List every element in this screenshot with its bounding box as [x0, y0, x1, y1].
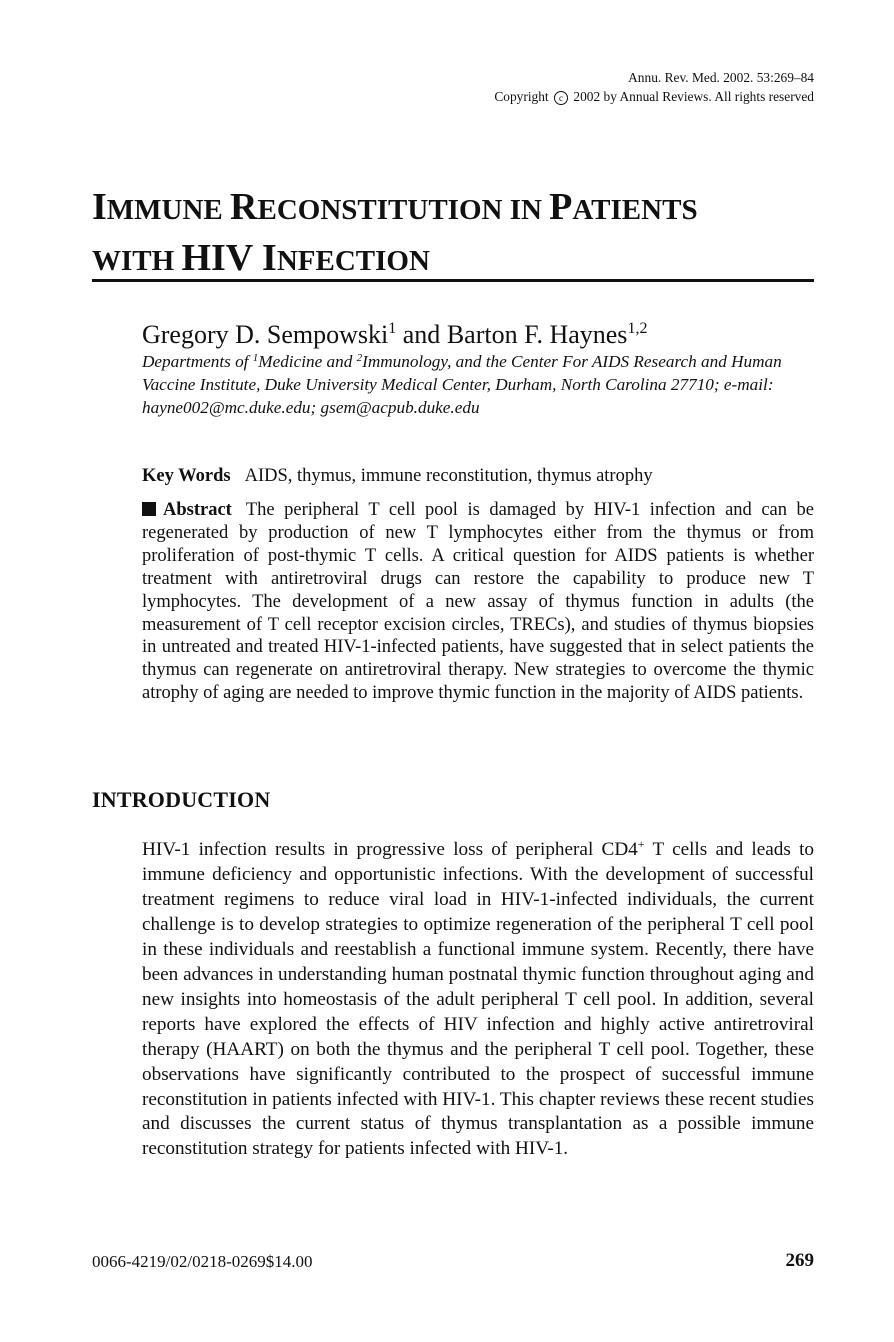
title-rule: [92, 279, 814, 282]
title-initial: R: [230, 186, 258, 228]
title-smallcaps: ECONSTITUTION IN: [257, 194, 550, 226]
footer-code: 0066-4219/02/0218-0269$14.00: [92, 1252, 313, 1271]
author-line: [142, 317, 647, 353]
author-2: Barton F. Haynes: [446, 320, 628, 349]
citation-line: Annu. Rev. Med. 2002. 53:269–84: [628, 70, 814, 85]
author-joiner: and: [396, 320, 447, 349]
title-smallcaps: ATIENTS: [572, 194, 698, 226]
affiliation-text: Medicine and: [258, 352, 357, 371]
introduction-paragraph: [142, 838, 814, 1162]
page-number: 269: [785, 1250, 814, 1271]
author-1: Gregory D. Sempowski: [142, 320, 389, 349]
author-1-affil: 1: [388, 320, 397, 337]
affiliation: [142, 351, 814, 419]
affiliation-text: Departments of: [142, 352, 253, 371]
affiliation-text: Immunology, and the Center For AIDS Research and Human Vaccine Institute, Duke University Medical Center, Durham, North Carolina 27710; e-mail: hayne002@mc.duke.edu; gsem@acpub.duke.edu: [142, 352, 782, 417]
keywords-text: AIDS, thymus, immune reconstitution, thymus atrophy: [244, 466, 653, 486]
title-initial: P: [549, 186, 573, 228]
copyright-line: [494, 88, 814, 107]
title-smallcaps: WITH: [92, 245, 182, 277]
abstract: [142, 499, 814, 705]
intro-text: HIV-1 infection results in progressive loss of peripheral CD4: [142, 839, 638, 860]
title-smallcaps: MMUNE: [106, 194, 231, 226]
keywords: [142, 464, 653, 488]
copyright-prefix: Copyright: [494, 88, 549, 104]
title-line-2: [92, 234, 814, 285]
affiliation-sup: 2: [356, 352, 363, 364]
title-initial: HIV I: [181, 237, 277, 279]
article-title: [92, 183, 814, 285]
section-heading: INTRODUCTION: [92, 787, 271, 812]
title-smallcaps: NFECTION: [276, 245, 430, 277]
square-bullet-icon: [142, 502, 156, 516]
title-initial: I: [92, 186, 107, 228]
affiliation-sup: 1: [252, 352, 259, 364]
copyright-symbol-icon: c: [554, 91, 568, 105]
intro-sup: +: [637, 837, 645, 851]
abstract-text: The peripheral T cell pool is damaged by HIV-1 infection and can be regenerated by production of new T lymphocytes either from the thymus or from proliferation of post-thymic T cells. A critical question for AIDS patients is whether treatment with antiretroviral drugs can restore the capability to produce new T lymphocytes. The development of a new assay of thymus function in adults (the measurement of T cell receptor excision circles, TRECs), and studies of thymus biopsies in untreated and treated HIV-1-infected patients, have suggested that in select patients the thymus can regenerate on antiretroviral therapy. New strategies to overcome the thymic atrophy of aging are needed to improve thymic function in the majority of AIDS patients.: [142, 500, 814, 704]
abstract-label: Abstract: [163, 500, 232, 520]
author-2-affil: 1,2: [627, 320, 648, 337]
intro-text: T cells and leads to immune deficiency and opportunistic infections. With the development of successful treatment regimens to reduce viral load in HIV-1-infected individuals, the current challenge is to develop strategies to optimize regeneration of the peripheral T cell pool in these individuals and reestablish a functional immune system. Recently, there have been advances in understanding human postnatal thymic function throughout aging and new insights into homeostasis of the adult peripheral T cell pool. In addition, several reports have explored the effects of HIV infection and highly active antiretroviral therapy (HAART) on both the thymus and the peripheral T cell pool. Together, these observations have significantly contributed to the prospect of successful immune reconstitution in patients infected with HIV-1. This chapter reviews these recent studies and discusses the current status of thymus transplantation as a possible immune reconstitution strategy for patients infected with HIV-1.: [142, 839, 814, 1160]
journal-header: [494, 69, 814, 106]
copyright-suffix: 2002 by Annual Reviews. All rights reserved: [573, 88, 814, 104]
title-line-1: [92, 183, 814, 234]
keywords-label: Key Words: [142, 466, 231, 486]
